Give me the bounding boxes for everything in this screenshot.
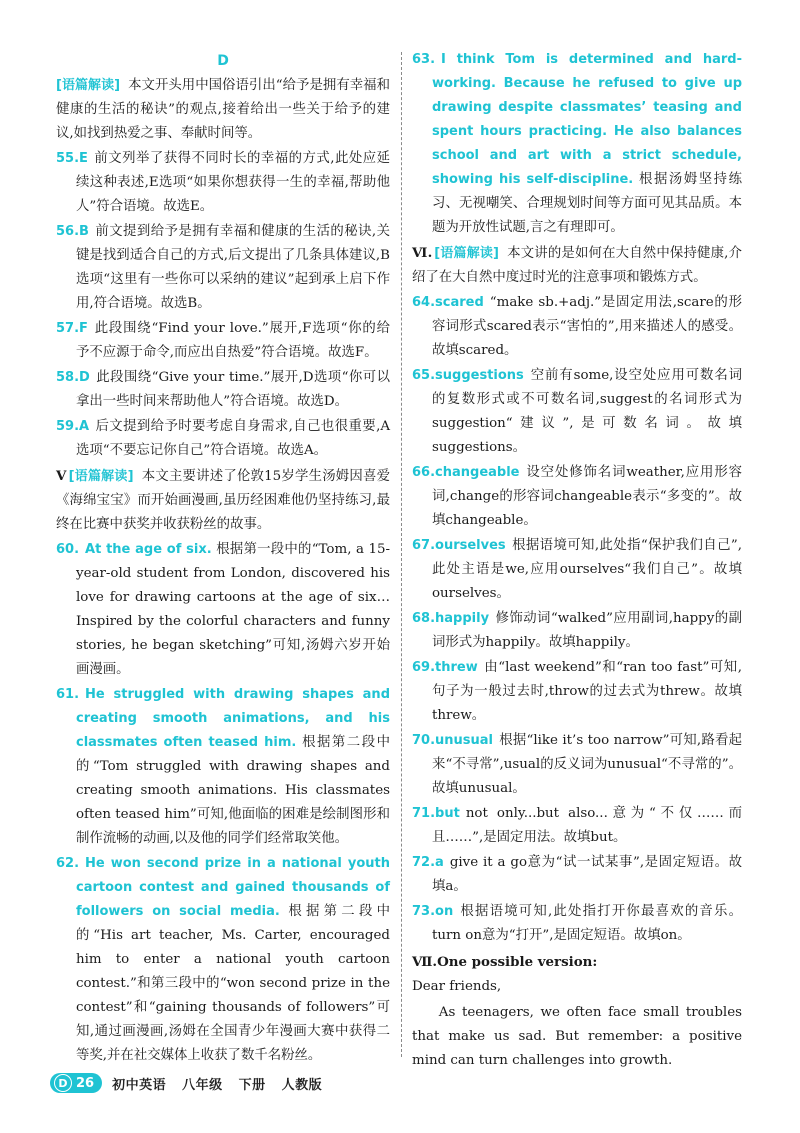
answer-item	[412, 364, 742, 460]
section-vi-intro	[412, 241, 742, 290]
answer-explanation: 根据语境可知,此处指打开你最喜欢的音乐。turn on意为“打开”,是固定短语。故填on。	[432, 904, 742, 943]
answer-number: 64.scared	[412, 295, 484, 310]
footer-volume: 下册	[238, 1077, 266, 1093]
answer-number: 70.unusual	[412, 733, 494, 748]
answer-item	[412, 534, 742, 606]
answer-number: 73.on	[412, 904, 454, 919]
answer-explanation: 根据第二段中的“Tom struggled with drawing shapes and creating smooth animations. His classmates often teased him”可知,他面临的困难是绘制图形和制作流畅的动画,以及他的同学们经常取笑他。	[76, 735, 390, 846]
answer-item	[412, 802, 742, 850]
answer-item	[412, 291, 742, 363]
answer-item	[412, 607, 742, 655]
passage-intro-text: 本文主要讲述了伦敦15岁学生汤姆因喜爱《海绵宝宝》而开始画漫画,虽历经困难他仍坚持练习,最终在比赛中获奖并收获粉丝的故事。	[56, 469, 390, 532]
answer-text: He struggled with drawing shapes and creating smooth animations, and his classmates often teased him.	[76, 687, 390, 750]
answer-text: I think Tom is determined and hard-working. Because he refused to give up drawing despite classmates’ teasing and spent hours practicing. He also balances school and art with a strict schedule, showing his self-discipline.	[432, 52, 742, 187]
answer-item	[56, 538, 390, 682]
answer-explanation: 根据语境可知,此处指“保护我们自己”,此处主语是we,应用ourselves“我们自己”。故填ourselves。	[432, 538, 742, 601]
answer-explanation: 根据“like it’s too narrow”可知,路看起来“不寻常”,usual的反义词为unusual“不寻常的”。故填unusual。	[432, 733, 742, 796]
answer-item	[56, 317, 390, 365]
answer-item	[412, 461, 742, 533]
answer-number: 67.ourselves	[412, 538, 506, 553]
answer-explanation: “make sb.+adj.”是固定用法,scare的形容词形式scared表示“害怕的”,用来描述人的感受。故填scared。	[432, 295, 742, 358]
answer-number: 72.a	[412, 855, 444, 870]
passage-intro-text: 本文开头用中国俗语引出“给予是拥有幸福和健康的生活的秘诀”的观点,接着给出一些关于给予的建议,如找到热爱之事、奉献时间等。	[56, 78, 390, 141]
answer-number: 57.F	[56, 321, 88, 336]
answer-explanation: 后文提到给予时要考虑自身需求,自己也很重要,A选项“不要忘记你自己”符合语境。故选A。	[76, 419, 390, 458]
sample-essay-heading: Ⅶ.One possible version:	[412, 954, 598, 970]
essay-salutation: Dear friends,	[412, 979, 502, 994]
answer-number: 62.	[56, 856, 80, 871]
footer-edition: 人教版	[281, 1077, 323, 1093]
answer-explanation: 由“last weekend”和“ran too fast”可知,句子为一般过去时,throw的过去式为threw。故填threw。	[432, 660, 742, 723]
answer-number: 69.threw	[412, 660, 478, 675]
answer-number: 61.	[56, 687, 80, 702]
passage-intro	[56, 74, 390, 146]
section-roman-numeral: Ⅵ.	[412, 245, 433, 261]
answer-explanation: 根据第二段中的“His art teacher, Ms. Carter, encouraged him to enter a national youth cartoon contest.”和第三段中的“won second prize in the contest”和“gaining thousands of followers”可知,通过画漫画,汤姆在全国青少年漫画大赛中获得二等奖,并在社交媒体上收获了数千名粉丝。	[76, 904, 390, 1063]
answer-number: 55.E	[56, 151, 88, 166]
left-column	[56, 48, 390, 1069]
answer-explanation: 根据第一段中的“Tom, a 15-year-old student from London, discovered his love for drawing cartoons at the age of six…Inspired by the colorful characters and funny stories, he began sketching”可知,汤姆六岁开始画漫画。	[76, 542, 391, 677]
answer-item	[56, 147, 390, 219]
answer-text: At the age of six.	[85, 542, 212, 557]
section-roman-numeral: Ⅴ	[56, 468, 67, 484]
section-v-intro	[56, 464, 390, 537]
passage-intro-text: 本文讲的是如何在大自然中保持健康,介绍了在大自然中度过时光的注意事项和锻炼方式。	[412, 246, 742, 285]
passage-tag: [语篇解读]	[68, 469, 134, 484]
answer-explanation: 前文提到给予是拥有幸福和健康的生活的秘诀,关键是找到适合自己的方式,后文提出了几条具体建议,B选项“这里有一些你可以采纳的建议”起到承上启下作用,符合语境。故选B。	[76, 224, 390, 311]
answer-item	[412, 900, 742, 948]
essay-body: As teenagers, we often face small troubles that make us sad. But remember: a positive mind can turn challenges into growth.	[412, 1005, 742, 1068]
answer-item	[412, 48, 742, 240]
passage-tag: [语篇解读]	[434, 246, 499, 261]
column-divider	[401, 52, 402, 1057]
answer-explanation: 根据汤姆坚持练习、无视嘲笑、合理规划时间等方面可见其品质。本题为开放性试题,言之有理即可。	[432, 172, 742, 235]
answer-item	[412, 656, 742, 728]
answer-number: 68.happily	[412, 611, 490, 626]
page-number: 26	[76, 1075, 95, 1091]
answer-item	[56, 415, 390, 463]
footer-subject: 初中英语	[112, 1077, 167, 1093]
answer-explanation: 设空处修饰名词weather,应用形容词,change的形容词changeable表示“多变的”。故填changeable。	[432, 465, 742, 528]
footer-grade: 八年级	[182, 1077, 223, 1093]
page-number-badge	[50, 1073, 102, 1093]
answer-explanation: 修饰动词“walked”应用副词,happy的副词形式为happily。故填happily。	[432, 611, 742, 650]
answer-item	[56, 220, 390, 316]
answer-number: 63.	[412, 52, 436, 67]
answer-number: 66.changeable	[412, 465, 520, 480]
answer-explanation: give it a go意为“试一试某事”,是固定短语。故填a。	[432, 855, 742, 894]
answer-item	[412, 729, 742, 801]
answer-explanation: 空前有some,设空处应用可数名词的复数形式或不可数名词,suggest的名词形式为suggestion“建议”,是可数名词。故填suggestions。	[432, 368, 742, 455]
answer-explanation: 前文列举了获得不同时长的幸福的方式,此处应延续这种表述,E选项“如果你想获得一生的幸福,帮助他人”符合语境。故选E。	[76, 151, 390, 214]
page-footer	[50, 1072, 322, 1094]
right-column	[412, 48, 742, 1073]
answer-item	[56, 683, 390, 851]
section-letter: D	[217, 53, 229, 69]
answer-number: 65.suggestions	[412, 368, 524, 383]
answer-item	[56, 366, 390, 414]
answer-explanation: 此段围绕“Find your love.”展开,F选项“你的给予不应源于命令,而应出自热爱”符合语境。故选F。	[76, 321, 390, 360]
answer-explanation: 此段围绕“Give your time.”展开,D选项“你可以拿出一些时间来帮助他人”符合语境。故选D。	[76, 370, 390, 409]
answer-item	[56, 852, 390, 1068]
answer-number: 71.but	[412, 806, 460, 821]
answer-text: He won second prize in a national youth cartoon contest and gained thousands of followers on social media.	[76, 856, 390, 919]
passage-tag: [语篇解读]	[56, 78, 121, 93]
answer-item	[412, 851, 742, 899]
answer-number: 58.D	[56, 370, 90, 385]
answer-number: 56.B	[56, 224, 89, 239]
answer-explanation: not only...but also...意为“不仅……而且……”,是固定用法。故填but。	[432, 806, 742, 845]
answer-number: 60.	[56, 542, 80, 557]
badge-letter-icon: D	[54, 1074, 72, 1092]
answer-number: 59.A	[56, 419, 90, 434]
